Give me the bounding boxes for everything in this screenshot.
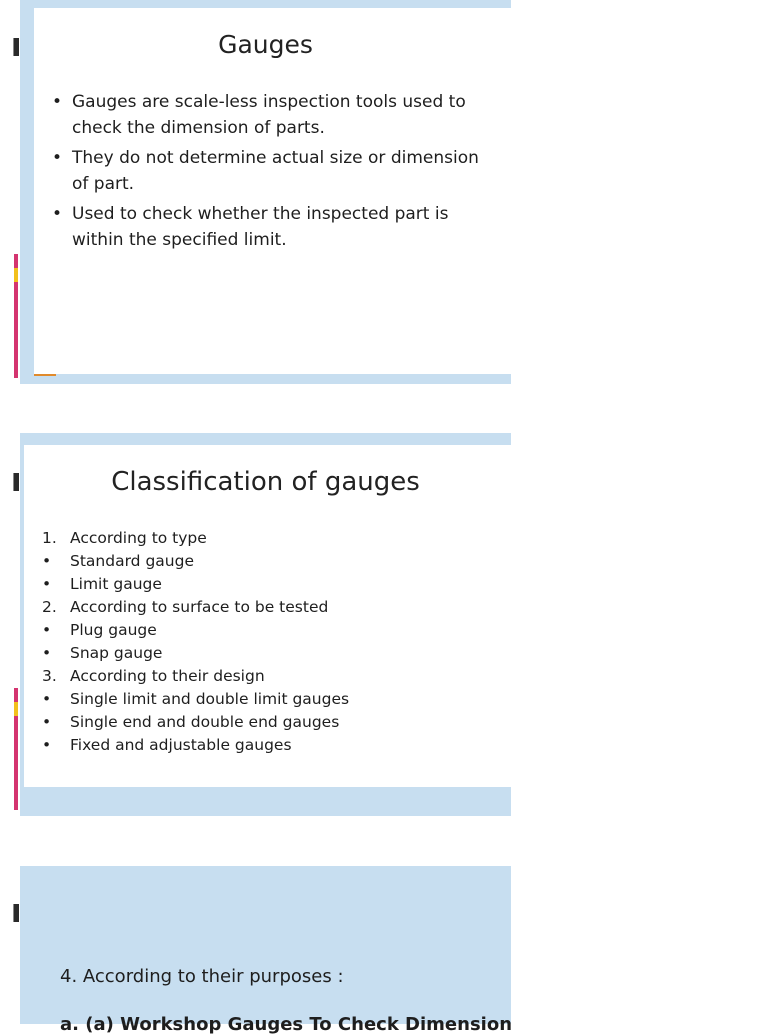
orange-underline xyxy=(34,374,56,376)
list-item xyxy=(42,688,482,711)
accent-bar-yellow xyxy=(14,268,18,282)
slide-heading: 4. According to their purposes : xyxy=(60,966,344,987)
list-item-text: According to their design xyxy=(70,667,265,685)
list-marker: • xyxy=(42,736,52,754)
list-marker: • xyxy=(42,644,52,662)
list-item xyxy=(42,711,482,734)
list-item-text: Snap gauge xyxy=(70,644,163,662)
list-item-text: Limit gauge xyxy=(70,575,162,593)
list-item-text: According to surface to be tested xyxy=(70,598,329,616)
slide-classification xyxy=(20,433,511,816)
list-item xyxy=(42,734,482,757)
list-item-text: Single end and double end gauges xyxy=(70,713,340,731)
list-marker: • xyxy=(42,713,52,731)
list-marker: 3. xyxy=(42,667,57,685)
list-marker: • xyxy=(42,690,52,708)
list-item xyxy=(42,550,482,573)
list-marker: • xyxy=(42,552,52,570)
list-marker: • xyxy=(42,575,52,593)
accent-bar-yellow xyxy=(14,702,18,716)
list-item xyxy=(42,642,482,665)
list-item-text: Plug gauge xyxy=(70,621,157,639)
bullet-item: • Gauges are scale-less inspection tools used to check the dimension of parts. xyxy=(50,89,490,141)
list-item-text: Single limit and double limit gauges xyxy=(70,690,350,708)
list-marker: 2. xyxy=(42,598,57,616)
slide-title: Gauges xyxy=(218,30,313,59)
list-item-text: According to type xyxy=(70,529,207,547)
bullet-list xyxy=(50,89,490,257)
list-item-text: Fixed and adjustable gauges xyxy=(70,736,292,754)
bullet-item: • They do not determine actual size or dimension of part. xyxy=(50,145,490,197)
slide-marker-icon xyxy=(13,38,19,56)
list-item xyxy=(42,665,482,688)
bullet-item: • Used to check whether the inspected part is within the specified limit. xyxy=(50,201,490,253)
slide-title: Classification of gauges xyxy=(111,467,420,497)
list-marker: • xyxy=(42,621,52,639)
slide-gauges xyxy=(20,0,511,384)
list-item xyxy=(42,527,482,550)
list-marker: 1. xyxy=(42,529,57,547)
slide-marker-icon xyxy=(13,473,19,491)
slide-partial-line: a. (a) Workshop Gauges To Check Dimension xyxy=(60,1014,513,1035)
list-item xyxy=(42,573,482,596)
slide-purposes xyxy=(20,866,513,1035)
list-item xyxy=(42,619,482,642)
list-item xyxy=(42,596,482,619)
list-item-text: Standard gauge xyxy=(70,552,194,570)
slide-marker-icon xyxy=(13,904,19,922)
classification-list xyxy=(42,527,482,757)
